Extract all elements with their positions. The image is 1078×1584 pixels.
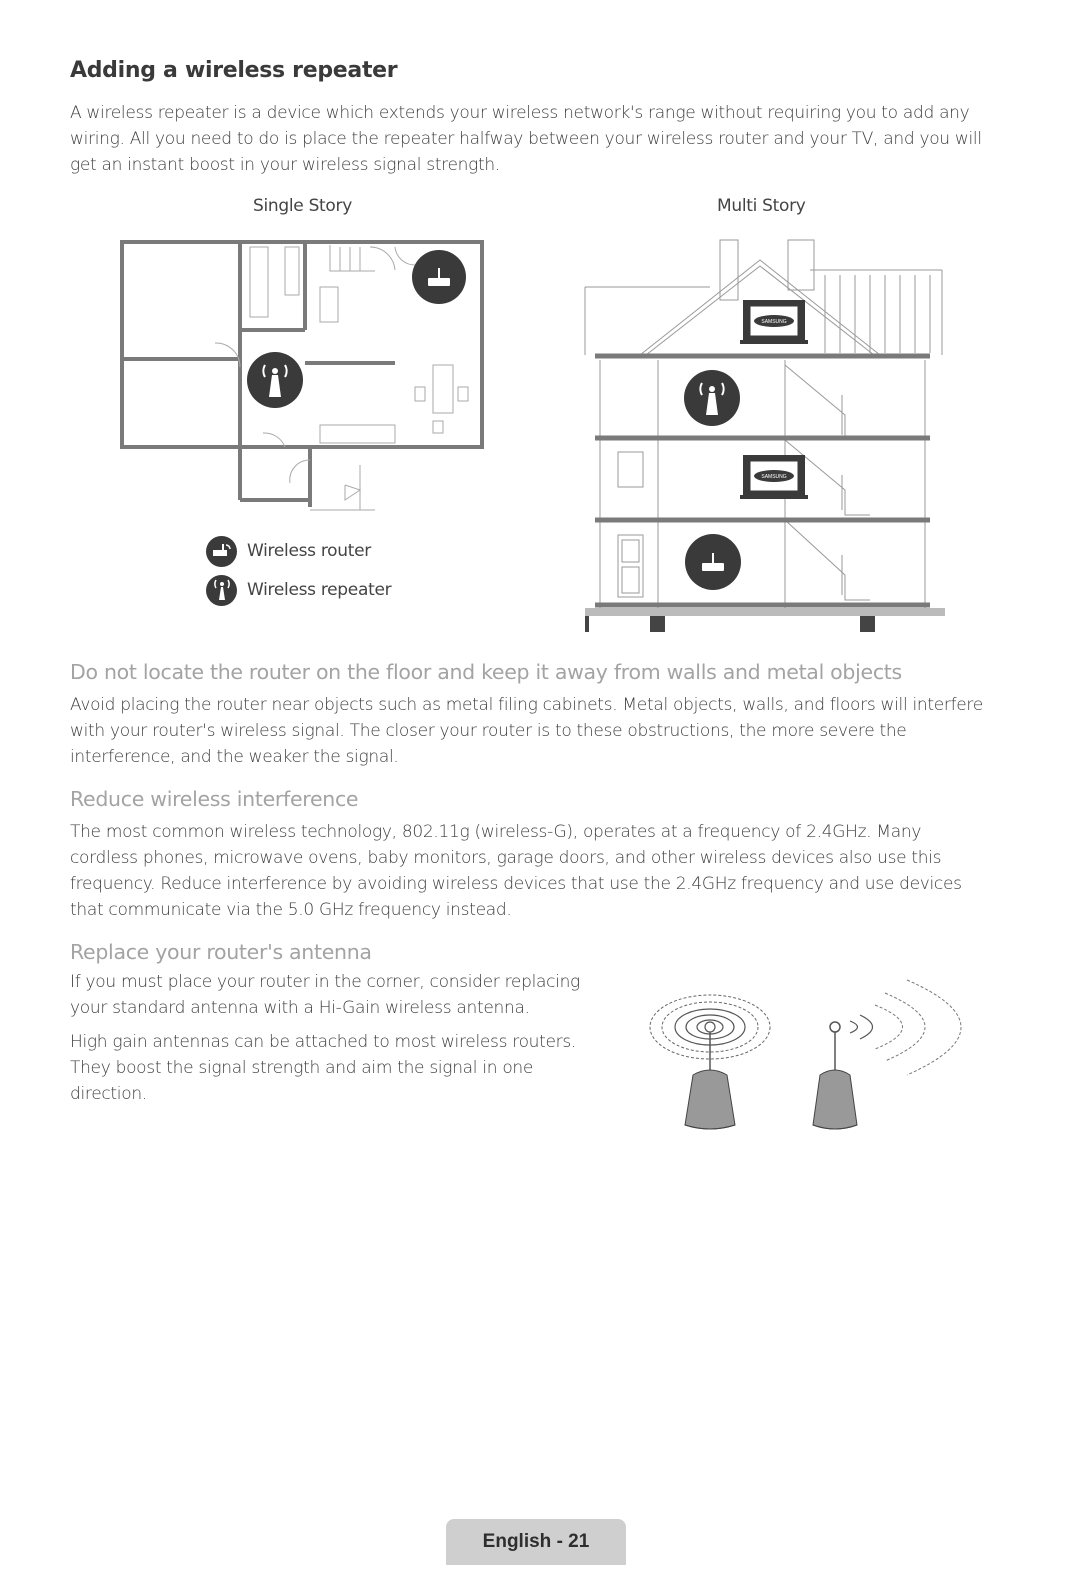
tv-icon-top [740, 300, 808, 344]
page-number-label: English - 21 [482, 1531, 590, 1552]
multi-story-house-diagram [580, 235, 945, 635]
legend-router-label: Wireless router [247, 541, 371, 561]
single-story-floor-plan [115, 235, 490, 515]
section-text-antenna-2: High gain antennas can be attached to most wireless routers. They boost the signal strength and aim the signal in one direction. [70, 1032, 577, 1104]
section-text-wireless-repeater: A wireless repeater is a device which extends your wireless network's range without requiring you to add any wiring. All you need to do is place the repeater halfway between your wireless router and your TV, and you will get an instant boost in your wireless signal strength. [70, 103, 982, 175]
router-left-icon [685, 1070, 735, 1129]
single-story-label: Single Story [253, 196, 352, 216]
router-icon [206, 536, 237, 567]
router-right-icon [813, 1070, 857, 1129]
section-text-interference: The most common wireless technology, 802.11g (wireless-G), operates at a frequency of 2.4GHz. Many cordless phones, microwave ovens, baby monitors, garage doors, and other wireless devices also use this frequency. Reduce interference by avoiding wireless devices that use the 2.4GHz frequency and use devices that communicate via the 5.0 GHz frequency instead. [70, 822, 962, 920]
svg-text:SAMSUNG: SAMSUNG [761, 474, 787, 480]
section-title-wireless-repeater: Adding a wireless repeater [70, 58, 398, 83]
page-footer [446, 1519, 626, 1565]
section-text-antenna-1: If you must place your router in the corner, consider replacing your standard antenna with a Hi-Gain wireless antenna. [70, 972, 580, 1018]
section-text-router-location: Avoid placing the router near objects such as metal filing cabinets. Metal objects, walls, and floors will interfere with your router's wireless signal. The closer your router is to these obstructions, the more severe the interference, and the weaker the signal. [70, 695, 983, 767]
section-title-interference: Reduce wireless interference [70, 787, 359, 811]
legend-repeater-label: Wireless repeater [247, 580, 392, 600]
repeater-icon [206, 575, 237, 606]
svg-text:SAMSUNG: SAMSUNG [761, 319, 787, 325]
multi-story-label: Multi Story [717, 196, 806, 216]
legend-repeater [206, 574, 391, 606]
section-title-router-location: Do not locate the router on the floor and keep it away from walls and metal objects [70, 660, 902, 684]
tv-icon-middle [740, 455, 808, 499]
legend-router [206, 535, 371, 567]
antenna-illustration [645, 975, 995, 1135]
section-title-antenna: Replace your router's antenna [70, 940, 372, 964]
